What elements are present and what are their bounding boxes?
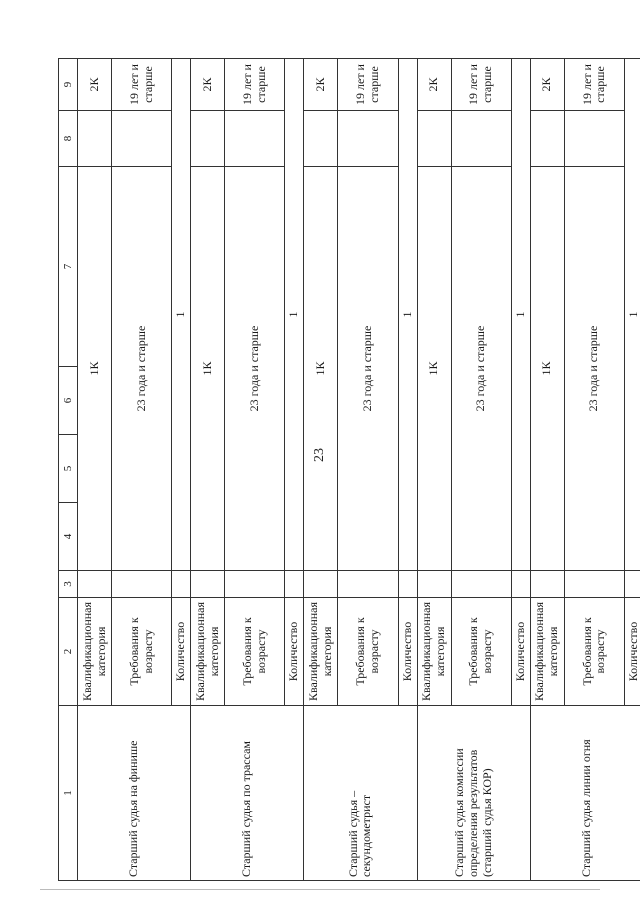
- category-value-col8: 2К: [304, 59, 338, 111]
- header-cell: 2: [59, 598, 78, 706]
- role-cell: Старший судья на финише: [78, 706, 191, 881]
- empty-cell: [564, 571, 624, 598]
- empty-cell: [112, 111, 172, 167]
- count-label: Количество: [624, 598, 640, 706]
- role-cell: Старший судья комиссии определения результатов (старший судья КОР): [417, 706, 530, 881]
- empty-cell: [398, 571, 417, 598]
- header-cell: 5: [59, 435, 78, 503]
- empty-cell: [112, 571, 172, 598]
- empty-cell: [304, 111, 338, 167]
- count-label: Количество: [285, 598, 304, 706]
- count-label: Количество: [172, 598, 191, 706]
- age-value: 23 года и старше: [564, 167, 624, 571]
- category-label: Квалификационная категория: [78, 598, 112, 706]
- count-value: 1: [624, 59, 640, 571]
- header-cell: 6: [59, 367, 78, 435]
- category-row: [191, 59, 225, 881]
- age-value-col8: 19 лет и старше: [338, 59, 398, 111]
- empty-cell: [511, 571, 530, 598]
- count-label: Количество: [511, 598, 530, 706]
- category-label: Квалификационная категория: [530, 598, 564, 706]
- category-value: 1К: [78, 167, 112, 571]
- header-cell: 9: [59, 59, 78, 111]
- category-value: 1К: [304, 167, 338, 571]
- empty-cell: [530, 571, 564, 598]
- header-cell: 8: [59, 111, 78, 167]
- category-value-col8: 2К: [417, 59, 451, 111]
- header-row: [59, 59, 78, 881]
- category-row: [78, 59, 112, 881]
- empty-cell: [191, 571, 225, 598]
- category-value: 1К: [417, 167, 451, 571]
- age-label: Требования к возрасту: [338, 598, 398, 706]
- age-label: Требования к возрасту: [451, 598, 511, 706]
- category-label: Квалификационная категория: [191, 598, 225, 706]
- empty-cell: [564, 111, 624, 167]
- age-label: Требования к возрасту: [564, 598, 624, 706]
- rotated-table-wrapper: [58, 59, 640, 881]
- category-value-col8: 2К: [191, 59, 225, 111]
- page-number: 23: [312, 448, 327, 462]
- empty-cell: [338, 111, 398, 167]
- empty-cell: [78, 111, 112, 167]
- empty-cell: [451, 571, 511, 598]
- count-label: Количество: [398, 598, 417, 706]
- category-value-col8: 2К: [78, 59, 112, 111]
- category-row: [417, 59, 451, 881]
- requirements-table: [58, 58, 640, 881]
- empty-cell: [285, 571, 304, 598]
- role-cell: Старший судья по трассам: [191, 706, 304, 881]
- category-row: [530, 59, 564, 881]
- header-cell: 1: [59, 706, 78, 881]
- empty-cell: [225, 111, 285, 167]
- age-value-col8: 19 лет и старше: [564, 59, 624, 111]
- age-label: Требования к возрасту: [225, 598, 285, 706]
- empty-cell: [225, 571, 285, 598]
- scan-edge-line: [40, 889, 600, 890]
- age-label: Требования к возрасту: [112, 598, 172, 706]
- category-label: Квалификационная категория: [304, 598, 338, 706]
- role-cell: Старший судья – секундометрист: [304, 706, 417, 881]
- empty-cell: [451, 111, 511, 167]
- header-cell: 7: [59, 167, 78, 367]
- empty-cell: [172, 571, 191, 598]
- count-value: 1: [172, 59, 191, 571]
- age-value: 23 года и старше: [338, 167, 398, 571]
- count-value: 1: [511, 59, 530, 571]
- age-value-col8: 19 лет и старше: [451, 59, 511, 111]
- empty-cell: [624, 571, 640, 598]
- category-label: Квалификационная категория: [417, 598, 451, 706]
- category-row: [304, 59, 338, 881]
- category-value: 1К: [530, 167, 564, 571]
- header-cell: 3: [59, 571, 78, 598]
- age-value-col8: 19 лет и старше: [225, 59, 285, 111]
- empty-cell: [530, 111, 564, 167]
- age-value-col8: 19 лет и старше: [112, 59, 172, 111]
- empty-cell: [304, 571, 338, 598]
- role-cell: Старший судья линии огня: [530, 706, 640, 881]
- count-value: 1: [398, 59, 417, 571]
- category-value: 1К: [191, 167, 225, 571]
- empty-cell: [191, 111, 225, 167]
- category-value-col8: 2К: [530, 59, 564, 111]
- empty-cell: [338, 571, 398, 598]
- header-cell: 4: [59, 503, 78, 571]
- empty-cell: [417, 111, 451, 167]
- age-value: 23 года и старше: [112, 167, 172, 571]
- empty-cell: [78, 571, 112, 598]
- count-value: 1: [285, 59, 304, 571]
- empty-cell: [417, 571, 451, 598]
- age-value: 23 года и старше: [451, 167, 511, 571]
- age-value: 23 года и старше: [225, 167, 285, 571]
